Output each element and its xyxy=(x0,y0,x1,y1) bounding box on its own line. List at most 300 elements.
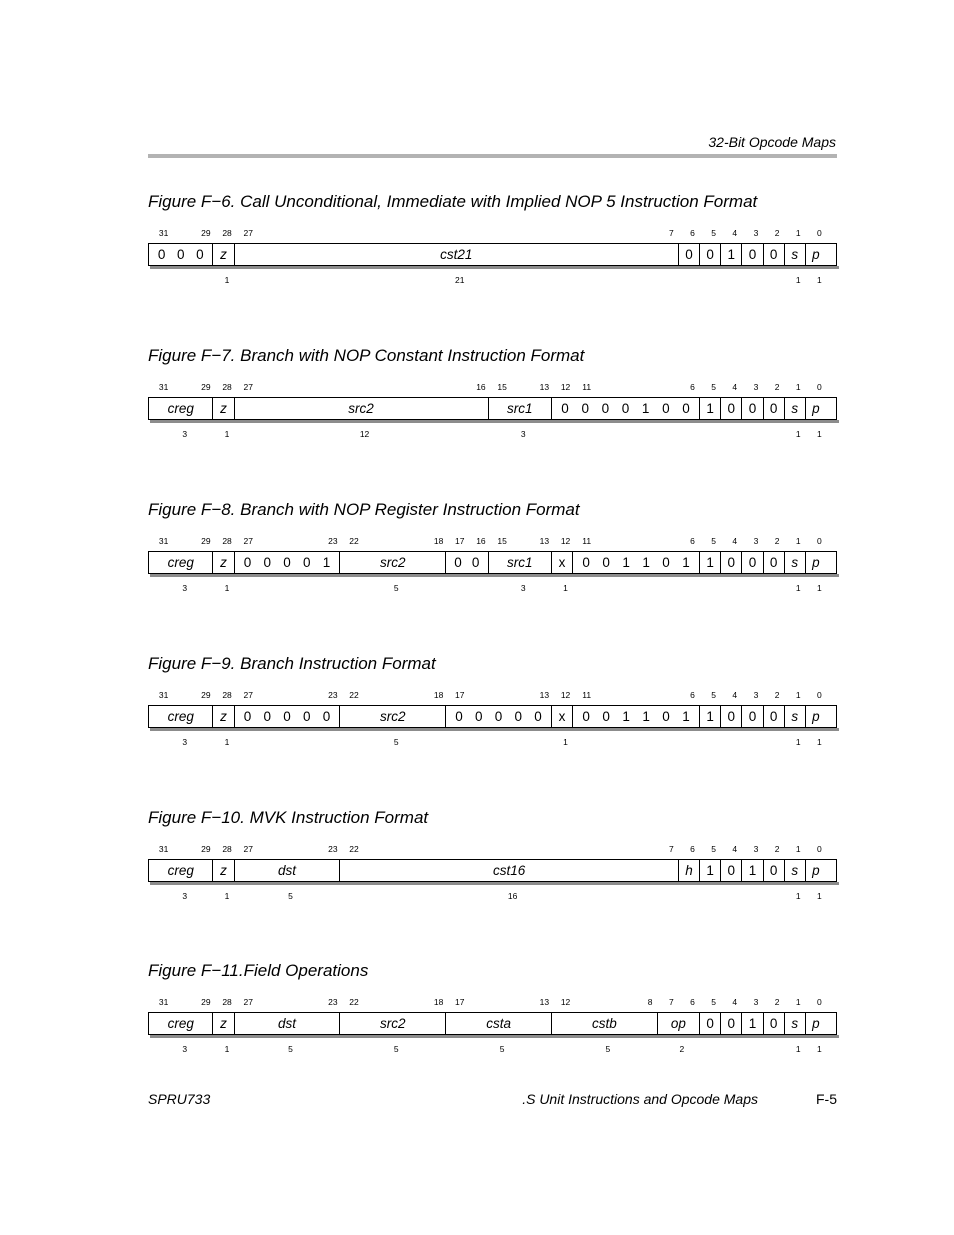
opcode-field xyxy=(763,398,784,419)
opcode-field-label: 0 xyxy=(727,863,736,878)
bit-number: 28 xyxy=(222,690,232,700)
bit-number: 4 xyxy=(732,382,738,392)
opcode-field xyxy=(699,706,720,727)
bit-number: 27 xyxy=(243,228,253,238)
opcode-field-label: 1 xyxy=(706,555,714,570)
opcode-field xyxy=(149,398,212,419)
field-width: 1 xyxy=(817,1044,822,1054)
opcode-field xyxy=(763,860,784,881)
figure-title: Figure F−8. Branch with NOP Register Instruction Format xyxy=(148,500,580,519)
opcode-field-label: x xyxy=(558,555,566,570)
opcode-field-label: z xyxy=(220,709,227,724)
bit-number: 3 xyxy=(753,382,759,392)
opcode-bit-value: 1 xyxy=(641,401,650,416)
opcode-field-label: creg xyxy=(167,863,194,878)
bit-number-row xyxy=(148,844,837,856)
bit-number: 22 xyxy=(349,690,359,700)
opcode-bit-value: 0 xyxy=(582,709,590,724)
field-width: 5 xyxy=(393,737,399,747)
opcode-bit-value: 0 xyxy=(602,709,610,724)
bit-number: 22 xyxy=(349,844,359,854)
bit-number: 28 xyxy=(222,228,232,238)
bit-number: 17 xyxy=(455,997,465,1007)
opcode-field-label: src1 xyxy=(506,401,533,416)
opcode-field xyxy=(699,860,720,881)
opcode-bit-value: 0 xyxy=(283,555,291,570)
bit-number: 5 xyxy=(711,844,717,854)
bit-number: 0 xyxy=(817,536,822,546)
bit-number: 29 xyxy=(201,997,211,1007)
opcode-bit-value: 0 xyxy=(621,401,630,416)
bit-number: 11 xyxy=(582,382,592,392)
opcode-field-label: 0 xyxy=(748,401,757,416)
bit-number: 27 xyxy=(243,844,253,854)
opcode-bit-value: 0 xyxy=(601,401,610,416)
opcode-field xyxy=(212,244,233,265)
opcode-field xyxy=(551,706,572,727)
opcode-field xyxy=(741,1013,762,1034)
opcode-field xyxy=(234,1013,340,1034)
opcode-field-label: src2 xyxy=(348,401,374,416)
opcode-field xyxy=(234,706,340,727)
opcode-field-label: 0 xyxy=(706,247,714,262)
field-width: 1 xyxy=(563,583,568,593)
bit-number: 17 xyxy=(455,690,465,700)
bit-number: 0 xyxy=(817,690,822,700)
bit-number: 31 xyxy=(158,536,169,546)
opcode-field-label: z xyxy=(220,247,227,262)
opcode-field-label: 0 xyxy=(769,863,778,878)
field-width: 1 xyxy=(224,737,230,747)
bit-number: 31 xyxy=(158,382,169,392)
opcode-field xyxy=(445,552,487,573)
opcode-field xyxy=(445,1013,551,1034)
opcode-field-label: h xyxy=(685,863,693,878)
figure-title: Figure F−7. Branch with NOP Constant Instruction Format xyxy=(148,346,585,365)
bit-number: 7 xyxy=(668,844,674,854)
figure-title: Figure F−6. Call Unconditional, Immediate with Implied NOP 5 Instruction Format xyxy=(148,192,758,211)
bit-number: 23 xyxy=(328,997,338,1007)
bit-number: 13 xyxy=(539,997,550,1007)
opcode-field xyxy=(149,706,212,727)
field-width: 3 xyxy=(182,737,188,747)
field-width: 1 xyxy=(817,429,822,439)
bit-number: 27 xyxy=(243,382,253,392)
running-head: 32-Bit Opcode Maps xyxy=(708,134,836,150)
opcode-field-label: creg xyxy=(167,555,194,570)
field-width: 1 xyxy=(795,737,801,747)
bit-number: 5 xyxy=(711,997,717,1007)
opcode-bit-value: 0 xyxy=(662,401,670,416)
bit-number: 29 xyxy=(201,690,211,700)
bit-number: 18 xyxy=(433,536,444,546)
bit-number: 4 xyxy=(732,844,738,854)
opcode-bit-value: 0 xyxy=(682,401,690,416)
field-width: 1 xyxy=(224,891,230,901)
opcode-field xyxy=(720,706,741,727)
opcode-bit-value: 1 xyxy=(682,555,690,570)
field-width-row xyxy=(148,583,837,595)
field-row-shadow xyxy=(150,1035,839,1038)
opcode-field xyxy=(720,1013,741,1034)
opcode-bit-value: 0 xyxy=(302,709,311,724)
opcode-field xyxy=(339,552,445,573)
opcode-field xyxy=(741,398,762,419)
opcode-field xyxy=(763,244,784,265)
opcode-bit-value: 1 xyxy=(322,555,331,570)
opcode-field xyxy=(212,1013,233,1034)
opcode-field-label: 0 xyxy=(769,401,778,416)
bit-number: 5 xyxy=(711,382,717,392)
opcode-field xyxy=(784,1013,805,1034)
bit-number: 5 xyxy=(711,228,717,238)
opcode-field-label: 0 xyxy=(706,1016,714,1031)
opcode-field xyxy=(720,398,741,419)
opcode-field xyxy=(699,244,720,265)
bit-number-row xyxy=(148,997,837,1009)
field-width: 12 xyxy=(359,429,370,439)
bit-number: 1 xyxy=(795,997,801,1007)
opcode-field-label: z xyxy=(220,1016,227,1031)
opcode-field-label: cstb xyxy=(591,1016,617,1031)
opcode-field-label: 0 xyxy=(727,1016,736,1031)
opcode-field-label: s xyxy=(791,1016,799,1031)
opcode-field xyxy=(339,706,445,727)
field-width: 1 xyxy=(224,275,230,285)
field-width: 1 xyxy=(224,1044,230,1054)
field-width: 5 xyxy=(288,891,293,901)
opcode-field-label: creg xyxy=(167,709,194,724)
opcode-field-label: p xyxy=(812,555,820,570)
bit-number: 27 xyxy=(243,536,253,546)
opcode-field-label: 1 xyxy=(706,863,714,878)
opcode-bit-value: 0 xyxy=(662,555,670,570)
bit-number: 4 xyxy=(732,997,738,1007)
field-width: 2 xyxy=(679,1044,685,1054)
field-width: 3 xyxy=(182,1044,188,1054)
opcode-bit-value: 0 xyxy=(302,555,311,570)
bit-number: 18 xyxy=(433,690,444,700)
opcode-bit-value: 0 xyxy=(534,709,542,724)
bit-number: 6 xyxy=(690,997,695,1007)
bit-number: 29 xyxy=(201,382,211,392)
opcode-field-label: src2 xyxy=(380,709,406,724)
opcode-bit-value: 1 xyxy=(622,709,630,724)
bit-number: 12 xyxy=(560,382,571,392)
opcode-field-label: p xyxy=(812,709,820,724)
opcode-field-row xyxy=(148,705,837,728)
bit-number: 1 xyxy=(795,382,801,392)
field-width: 5 xyxy=(499,1044,505,1054)
opcode-field xyxy=(678,244,699,265)
bit-number: 23 xyxy=(328,690,338,700)
opcode-field xyxy=(805,398,826,419)
opcode-field-label: p xyxy=(812,401,820,416)
bit-number: 22 xyxy=(349,536,359,546)
bit-number: 2 xyxy=(774,382,780,392)
opcode-bit-value: 1 xyxy=(642,555,650,570)
bit-number: 12 xyxy=(560,536,571,546)
field-row-shadow xyxy=(150,420,839,423)
bit-number: 12 xyxy=(560,997,571,1007)
bit-number: 15 xyxy=(497,536,507,546)
opcode-field-row xyxy=(148,243,837,266)
opcode-bit-value: 0 xyxy=(283,709,291,724)
opcode-field-label: s xyxy=(791,863,799,878)
bit-number: 3 xyxy=(753,690,759,700)
field-width: 3 xyxy=(520,429,526,439)
opcode-field-label: 0 xyxy=(748,247,757,262)
field-width: 1 xyxy=(795,429,801,439)
opcode-field xyxy=(784,244,805,265)
opcode-field xyxy=(805,860,826,881)
opcode-field xyxy=(784,398,805,419)
bit-number: 1 xyxy=(795,228,801,238)
field-width-row xyxy=(148,429,837,441)
opcode-field xyxy=(741,552,762,573)
bit-number: 1 xyxy=(795,844,801,854)
bit-number: 3 xyxy=(753,997,759,1007)
field-width: 3 xyxy=(182,429,188,439)
opcode-field-label: p xyxy=(812,863,820,878)
opcode-field xyxy=(741,244,762,265)
opcode-field-label: p xyxy=(812,1016,820,1031)
bit-number: 4 xyxy=(732,228,738,238)
bit-number-row xyxy=(148,382,837,394)
field-width-row xyxy=(148,1044,837,1056)
field-width: 16 xyxy=(507,891,518,901)
opcode-field xyxy=(720,860,741,881)
bit-number: 16 xyxy=(476,382,486,392)
opcode-field-label: 0 xyxy=(748,709,757,724)
opcode-field xyxy=(699,1013,720,1034)
bit-number: 6 xyxy=(690,228,695,238)
bit-number: 2 xyxy=(774,844,780,854)
opcode-field xyxy=(234,244,678,265)
opcode-field xyxy=(805,1013,826,1034)
opcode-bit-value: 0 xyxy=(471,555,480,570)
opcode-field-row xyxy=(148,551,837,574)
opcode-field-row xyxy=(148,397,837,420)
opcode-field xyxy=(805,706,826,727)
field-width: 5 xyxy=(605,1044,611,1054)
opcode-field xyxy=(212,398,233,419)
bit-number: 2 xyxy=(774,690,780,700)
opcode-field xyxy=(572,552,699,573)
opcode-field xyxy=(339,860,678,881)
bit-number: 7 xyxy=(668,997,674,1007)
opcode-field xyxy=(699,398,720,419)
opcode-field xyxy=(720,244,741,265)
bit-number: 1 xyxy=(795,536,801,546)
bit-number: 17 xyxy=(455,536,465,546)
opcode-field-label: dst xyxy=(278,863,297,878)
opcode-field-label: cst16 xyxy=(493,863,526,878)
opcode-field xyxy=(234,860,340,881)
opcode-field-label: z xyxy=(220,555,227,570)
field-width-row xyxy=(148,275,837,287)
bit-number: 3 xyxy=(753,228,759,238)
opcode-field-label: p xyxy=(812,247,820,262)
opcode-bit-value: 1 xyxy=(642,709,650,724)
bit-number: 13 xyxy=(539,536,550,546)
opcode-field-label: cst21 xyxy=(440,247,473,262)
figure-title: Figure F−9. Branch Instruction Format xyxy=(148,654,436,673)
opcode-field xyxy=(763,552,784,573)
bit-number: 29 xyxy=(201,228,211,238)
opcode-field-label: 0 xyxy=(769,555,778,570)
bit-number: 28 xyxy=(222,382,232,392)
field-width: 1 xyxy=(224,429,230,439)
bit-number: 18 xyxy=(433,997,444,1007)
opcode-field xyxy=(488,552,551,573)
footer-section: .S Unit Instructions and Opcode Maps xyxy=(522,1091,758,1107)
bit-number: 27 xyxy=(243,997,253,1007)
bit-number: 13 xyxy=(539,382,550,392)
opcode-bit-value: 1 xyxy=(622,555,630,570)
opcode-field xyxy=(741,860,762,881)
bit-number: 28 xyxy=(222,536,232,546)
bit-number: 31 xyxy=(158,997,169,1007)
opcode-bit-value: 0 xyxy=(581,401,589,416)
field-width: 1 xyxy=(817,275,822,285)
bit-number-row xyxy=(148,536,837,548)
opcode-field xyxy=(149,860,212,881)
field-width: 3 xyxy=(182,583,188,593)
bit-number: 23 xyxy=(328,844,338,854)
opcode-field xyxy=(212,552,233,573)
bit-number: 31 xyxy=(158,690,169,700)
opcode-bit-value: 0 xyxy=(263,709,271,724)
opcode-field-label: src2 xyxy=(380,1016,406,1031)
opcode-field-label: s xyxy=(791,709,799,724)
opcode-bit-value: 0 xyxy=(243,555,252,570)
bit-number: 15 xyxy=(497,382,507,392)
opcode-field-label: 1 xyxy=(727,247,736,262)
bit-number: 3 xyxy=(753,536,759,546)
bit-number: 4 xyxy=(732,536,738,546)
bit-number: 6 xyxy=(690,844,695,854)
opcode-field xyxy=(488,398,551,419)
opcode-field-label: 1 xyxy=(748,863,757,878)
bit-number: 5 xyxy=(711,536,717,546)
opcode-bit-value: 0 xyxy=(475,709,483,724)
footer-page-number: F-5 xyxy=(816,1091,837,1107)
opcode-field xyxy=(212,860,233,881)
opcode-field xyxy=(572,706,699,727)
bit-number: 23 xyxy=(328,536,338,546)
bit-number: 6 xyxy=(690,382,695,392)
bit-number: 3 xyxy=(753,844,759,854)
bit-number-row xyxy=(148,228,837,240)
bit-number: 13 xyxy=(539,690,550,700)
footer-doc-id: SPRU733 xyxy=(148,1091,211,1107)
opcode-field xyxy=(741,706,762,727)
bit-number: 6 xyxy=(690,536,695,546)
opcode-field xyxy=(784,552,805,573)
opcode-bit-value: 0 xyxy=(263,555,271,570)
opcode-bit-value: 0 xyxy=(322,709,331,724)
field-width: 5 xyxy=(393,583,399,593)
field-width: 1 xyxy=(817,737,822,747)
opcode-bit-value: 0 xyxy=(602,555,610,570)
opcode-field xyxy=(445,706,551,727)
field-width-row xyxy=(148,737,837,749)
bit-number: 0 xyxy=(817,844,822,854)
opcode-field-label: 0 xyxy=(685,247,693,262)
opcode-field xyxy=(339,1013,445,1034)
opcode-field-label: s xyxy=(791,555,799,570)
opcode-field xyxy=(763,706,784,727)
opcode-field-label: dst xyxy=(278,1016,297,1031)
field-width: 5 xyxy=(288,1044,293,1054)
bit-number-row xyxy=(148,690,837,702)
opcode-field-label: creg xyxy=(167,401,194,416)
field-width: 1 xyxy=(795,275,801,285)
opcode-field xyxy=(149,1013,212,1034)
opcode-field xyxy=(699,552,720,573)
field-width: 21 xyxy=(455,275,465,285)
opcode-bit-value: 0 xyxy=(561,401,569,416)
header-rule xyxy=(148,154,837,158)
bit-number: 31 xyxy=(158,844,169,854)
field-width: 1 xyxy=(795,583,801,593)
opcode-bit-value: 0 xyxy=(455,709,463,724)
opcode-bit-value: 0 xyxy=(243,709,252,724)
opcode-bit-value: 0 xyxy=(454,555,462,570)
opcode-field xyxy=(678,860,699,881)
opcode-field xyxy=(234,552,340,573)
bit-number: 7 xyxy=(668,228,674,238)
opcode-field-label: 0 xyxy=(748,555,757,570)
opcode-field xyxy=(551,552,572,573)
bit-number: 29 xyxy=(201,844,211,854)
opcode-field-label: 0 xyxy=(727,401,736,416)
opcode-field xyxy=(149,552,212,573)
opcode-field-label: 1 xyxy=(706,401,714,416)
bit-number: 1 xyxy=(795,690,801,700)
opcode-field-label: x xyxy=(558,709,566,724)
field-row-shadow xyxy=(150,266,839,269)
field-row-shadow xyxy=(150,882,839,885)
opcode-field-label: op xyxy=(670,1016,686,1031)
field-width: 1 xyxy=(224,583,230,593)
opcode-field-label: 0 xyxy=(727,555,736,570)
bit-number: 6 xyxy=(690,690,695,700)
field-width: 3 xyxy=(520,583,526,593)
figure-title: Figure F−11.Field Operations xyxy=(148,961,369,980)
opcode-bit-value: 0 xyxy=(494,709,503,724)
opcode-field-label: creg xyxy=(167,1016,194,1031)
bit-number: 0 xyxy=(817,228,822,238)
opcode-bit-value: 0 xyxy=(514,709,523,724)
opcode-field-label: 0 xyxy=(727,709,736,724)
opcode-field-label: csta xyxy=(486,1016,511,1031)
bit-number: 8 xyxy=(647,997,653,1007)
opcode-field-label: 1 xyxy=(748,1016,757,1031)
figure-title: Figure F−10. MVK Instruction Format xyxy=(148,808,429,827)
opcode-field-row xyxy=(148,1012,837,1035)
opcode-field xyxy=(805,552,826,573)
opcode-field-label: 0 xyxy=(769,709,778,724)
bit-number: 28 xyxy=(222,844,232,854)
opcode-bit-value: 1 xyxy=(682,709,690,724)
opcode-field-label: s xyxy=(791,401,799,416)
opcode-field-label: 0 xyxy=(769,1016,778,1031)
field-width: 1 xyxy=(795,891,801,901)
field-width: 1 xyxy=(817,583,822,593)
opcode-field xyxy=(805,244,826,265)
